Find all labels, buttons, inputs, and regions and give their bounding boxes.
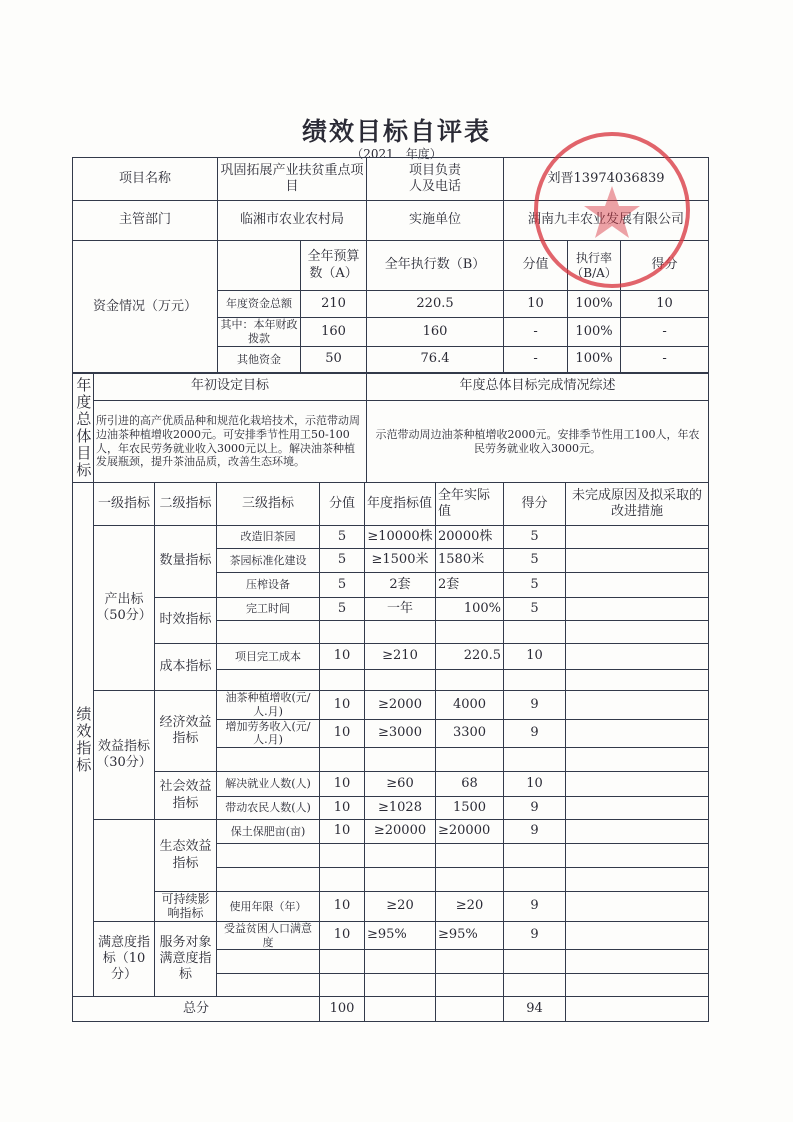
indicator-score: 10	[320, 691, 365, 720]
finance-header	[218, 241, 301, 291]
indicator-actual: 3300	[436, 719, 504, 748]
indicator-actual: 220.5	[436, 644, 504, 670]
budget-a: 50	[301, 346, 367, 373]
executed-b: 160	[367, 318, 504, 347]
indicator-got: 9	[504, 719, 566, 748]
indicator-target: ≥1500米	[365, 549, 436, 573]
score: 10	[504, 291, 568, 318]
indicator-score: 5	[320, 573, 365, 598]
indicator-score: 5	[320, 598, 365, 621]
indicator-got: 10	[504, 772, 566, 797]
group-satisfaction: 满意度指标（10分）	[94, 921, 155, 997]
project-name-value: 巩固拓展产业扶贫重点项目	[218, 158, 367, 201]
indicator-reason	[566, 573, 709, 598]
got: -	[621, 318, 709, 347]
finance-header: 分值	[504, 241, 568, 291]
indicator-actual: 1580米	[436, 549, 504, 573]
col-header: 三级指标	[217, 483, 320, 526]
indicator-name: 改造旧茶园	[217, 526, 320, 549]
got: -	[621, 346, 709, 373]
project-info-table	[72, 157, 709, 374]
project-owner-value: 刘晋13974036839	[504, 158, 709, 201]
got: 10	[621, 291, 709, 318]
indicator-name: 增加劳务收入(元/人.月)	[217, 719, 320, 748]
indicator-got: 10	[504, 644, 566, 670]
project-owner-label: 项目负责人及电话	[367, 158, 504, 201]
finance-row-name: 年度资金总额	[218, 291, 301, 318]
indicators-table	[72, 482, 709, 1022]
finance-row-name: 其他资金	[218, 346, 301, 373]
indicator-name: 使用年限（年）	[217, 892, 320, 922]
impl-value: 湖南九丰农业发展有限公司	[504, 201, 709, 241]
col-header: 得分	[504, 483, 566, 526]
indicator-target: 2套	[365, 573, 436, 598]
group-unlabeled	[94, 820, 155, 922]
indicator-got: 5	[504, 549, 566, 573]
project-name-label: 项目名称	[73, 158, 218, 201]
indicator-actual: 4000	[436, 691, 504, 720]
indicator-name: 项目完工成本	[217, 644, 320, 670]
indicator-reason	[566, 820, 709, 844]
col-header: 未完成原因及拟采取的改进措施	[566, 483, 709, 526]
score: -	[504, 318, 568, 347]
indicator-got: 9	[504, 921, 566, 950]
indicator-actual: ≥20	[436, 892, 504, 922]
indicator-reason	[566, 892, 709, 922]
indicator-name: 受益贫困人口满意度	[217, 921, 320, 950]
rate: 100%	[568, 291, 621, 318]
col-header: 年度指标值	[365, 483, 436, 526]
subgroup-economic: 经济效益指标	[155, 691, 217, 772]
dept-label: 主管部门	[73, 201, 218, 241]
initial-goal-text: 所引进的高产优质品种和规范化栽培技术，示范带动周边油茶种植增收2000元。可安排季节性用工50-100人，年农民劳务就业收入3000元以上。解决油茶种植发展瓶颈，提升茶油品质，改善生态环境。	[94, 401, 367, 483]
indicator-target: 一年	[365, 598, 436, 621]
subgroup-cost: 成本指标	[155, 644, 217, 691]
indicators-label: 绩效指标	[73, 483, 94, 997]
indicator-reason	[566, 549, 709, 573]
indicator-actual: 2套	[436, 573, 504, 598]
indicator-actual: 20000株	[436, 526, 504, 549]
subgroup-social: 社会效益指标	[155, 772, 217, 820]
goal-summary-header: 年度总体目标完成情况综述	[367, 373, 709, 401]
indicator-name: 油茶种植增收(元/人.月)	[217, 691, 320, 720]
page-title: 绩效目标自评表	[301, 117, 491, 146]
budget-a: 160	[301, 318, 367, 347]
indicator-got: 9	[504, 797, 566, 820]
indicator-target: ≥95%	[365, 921, 436, 950]
finance-header: 执行率（B/A）	[568, 241, 621, 291]
subgroup-quantity: 数量指标	[155, 526, 217, 598]
indicator-score: 10	[320, 797, 365, 820]
indicator-got: 9	[504, 820, 566, 844]
indicator-reason	[566, 772, 709, 797]
impl-label: 实施单位	[367, 201, 504, 241]
indicator-reason	[566, 797, 709, 820]
indicator-got: 5	[504, 598, 566, 621]
indicator-target: ≥210	[365, 644, 436, 670]
subgroup-ecological: 生态效益指标	[155, 820, 217, 892]
indicator-target: ≥3000	[365, 719, 436, 748]
indicator-got: 9	[504, 892, 566, 922]
year-label: （2021 年度）	[351, 147, 442, 161]
indicator-score: 5	[320, 549, 365, 573]
indicator-actual: 100%	[436, 598, 504, 621]
indicator-target: ≥20000	[365, 820, 436, 844]
indicator-got: 9	[504, 691, 566, 720]
goal-summary-text: 示范带动周边油茶种植增收2000元。安排季节性用工100人，年农民劳务就业收入3000元。	[367, 401, 709, 483]
indicator-actual: ≥95%	[436, 921, 504, 950]
indicator-reason	[566, 691, 709, 720]
rate: 100%	[568, 318, 621, 347]
score: -	[504, 346, 568, 373]
indicator-target: ≥60	[365, 772, 436, 797]
col-header: 分值	[320, 483, 365, 526]
indicator-actual: ≥20000	[436, 820, 504, 844]
indicator-score: 10	[320, 644, 365, 670]
indicator-got: 5	[504, 573, 566, 598]
indicator-name: 带动农民人数(人)	[217, 797, 320, 820]
total-score: 100	[320, 997, 365, 1022]
annual-goals-label: 年度总体目标	[73, 373, 94, 483]
subgroup-service-satisfaction: 服务对象满意度指标	[155, 921, 217, 997]
finance-header: 全年执行数（B）	[367, 241, 504, 291]
indicator-score: 10	[320, 892, 365, 922]
subgroup-sustainable: 可持续影响指标	[155, 892, 217, 922]
indicator-actual: 68	[436, 772, 504, 797]
col-header: 二级指标	[155, 483, 217, 526]
executed-b: 220.5	[367, 291, 504, 318]
indicator-score: 10	[320, 921, 365, 950]
annual-goals-table	[72, 372, 709, 483]
initial-goal-header: 年初设定目标	[94, 373, 367, 401]
indicator-score: 5	[320, 526, 365, 549]
indicator-name: 压榨设备	[217, 573, 320, 598]
col-header: 全年实际值	[436, 483, 504, 526]
indicator-score: 10	[320, 820, 365, 844]
budget-a: 210	[301, 291, 367, 318]
indicator-reason	[566, 598, 709, 621]
indicator-actual: 1500	[436, 797, 504, 820]
rate: 100%	[568, 346, 621, 373]
finance-header: 得分	[621, 241, 709, 291]
indicator-reason	[566, 921, 709, 950]
total-label: 总分	[73, 997, 320, 1022]
indicator-name: 完工时间	[217, 598, 320, 621]
executed-b: 76.4	[367, 346, 504, 373]
indicator-reason	[566, 719, 709, 748]
finance-row-name: 其中：本年财政拨款	[218, 318, 301, 347]
col-header: 一级指标	[94, 483, 155, 526]
total-got: 94	[504, 997, 566, 1022]
indicator-name: 解决就业人数(人)	[217, 772, 320, 797]
indicator-score: 10	[320, 772, 365, 797]
indicator-score: 10	[320, 719, 365, 748]
group-output: 产出标（50分）	[94, 526, 155, 691]
indicator-name: 保土保肥亩(亩)	[217, 820, 320, 844]
group-benefit: 效益指标（30分）	[94, 691, 155, 820]
indicator-target: ≥10000株	[365, 526, 436, 549]
finance-header: 全年预算数（A）	[301, 241, 367, 291]
indicator-reason	[566, 644, 709, 670]
indicator-name: 茶园标准化建设	[217, 549, 320, 573]
indicator-target: ≥2000	[365, 691, 436, 720]
finance-label: 资金情况（万元）	[73, 241, 218, 374]
subgroup-timeliness: 时效指标	[155, 598, 217, 644]
indicator-target: ≥1028	[365, 797, 436, 820]
indicator-target: ≥20	[365, 892, 436, 922]
indicator-got: 5	[504, 526, 566, 549]
indicator-reason	[566, 526, 709, 549]
dept-value: 临湘市农业农村局	[218, 201, 367, 241]
